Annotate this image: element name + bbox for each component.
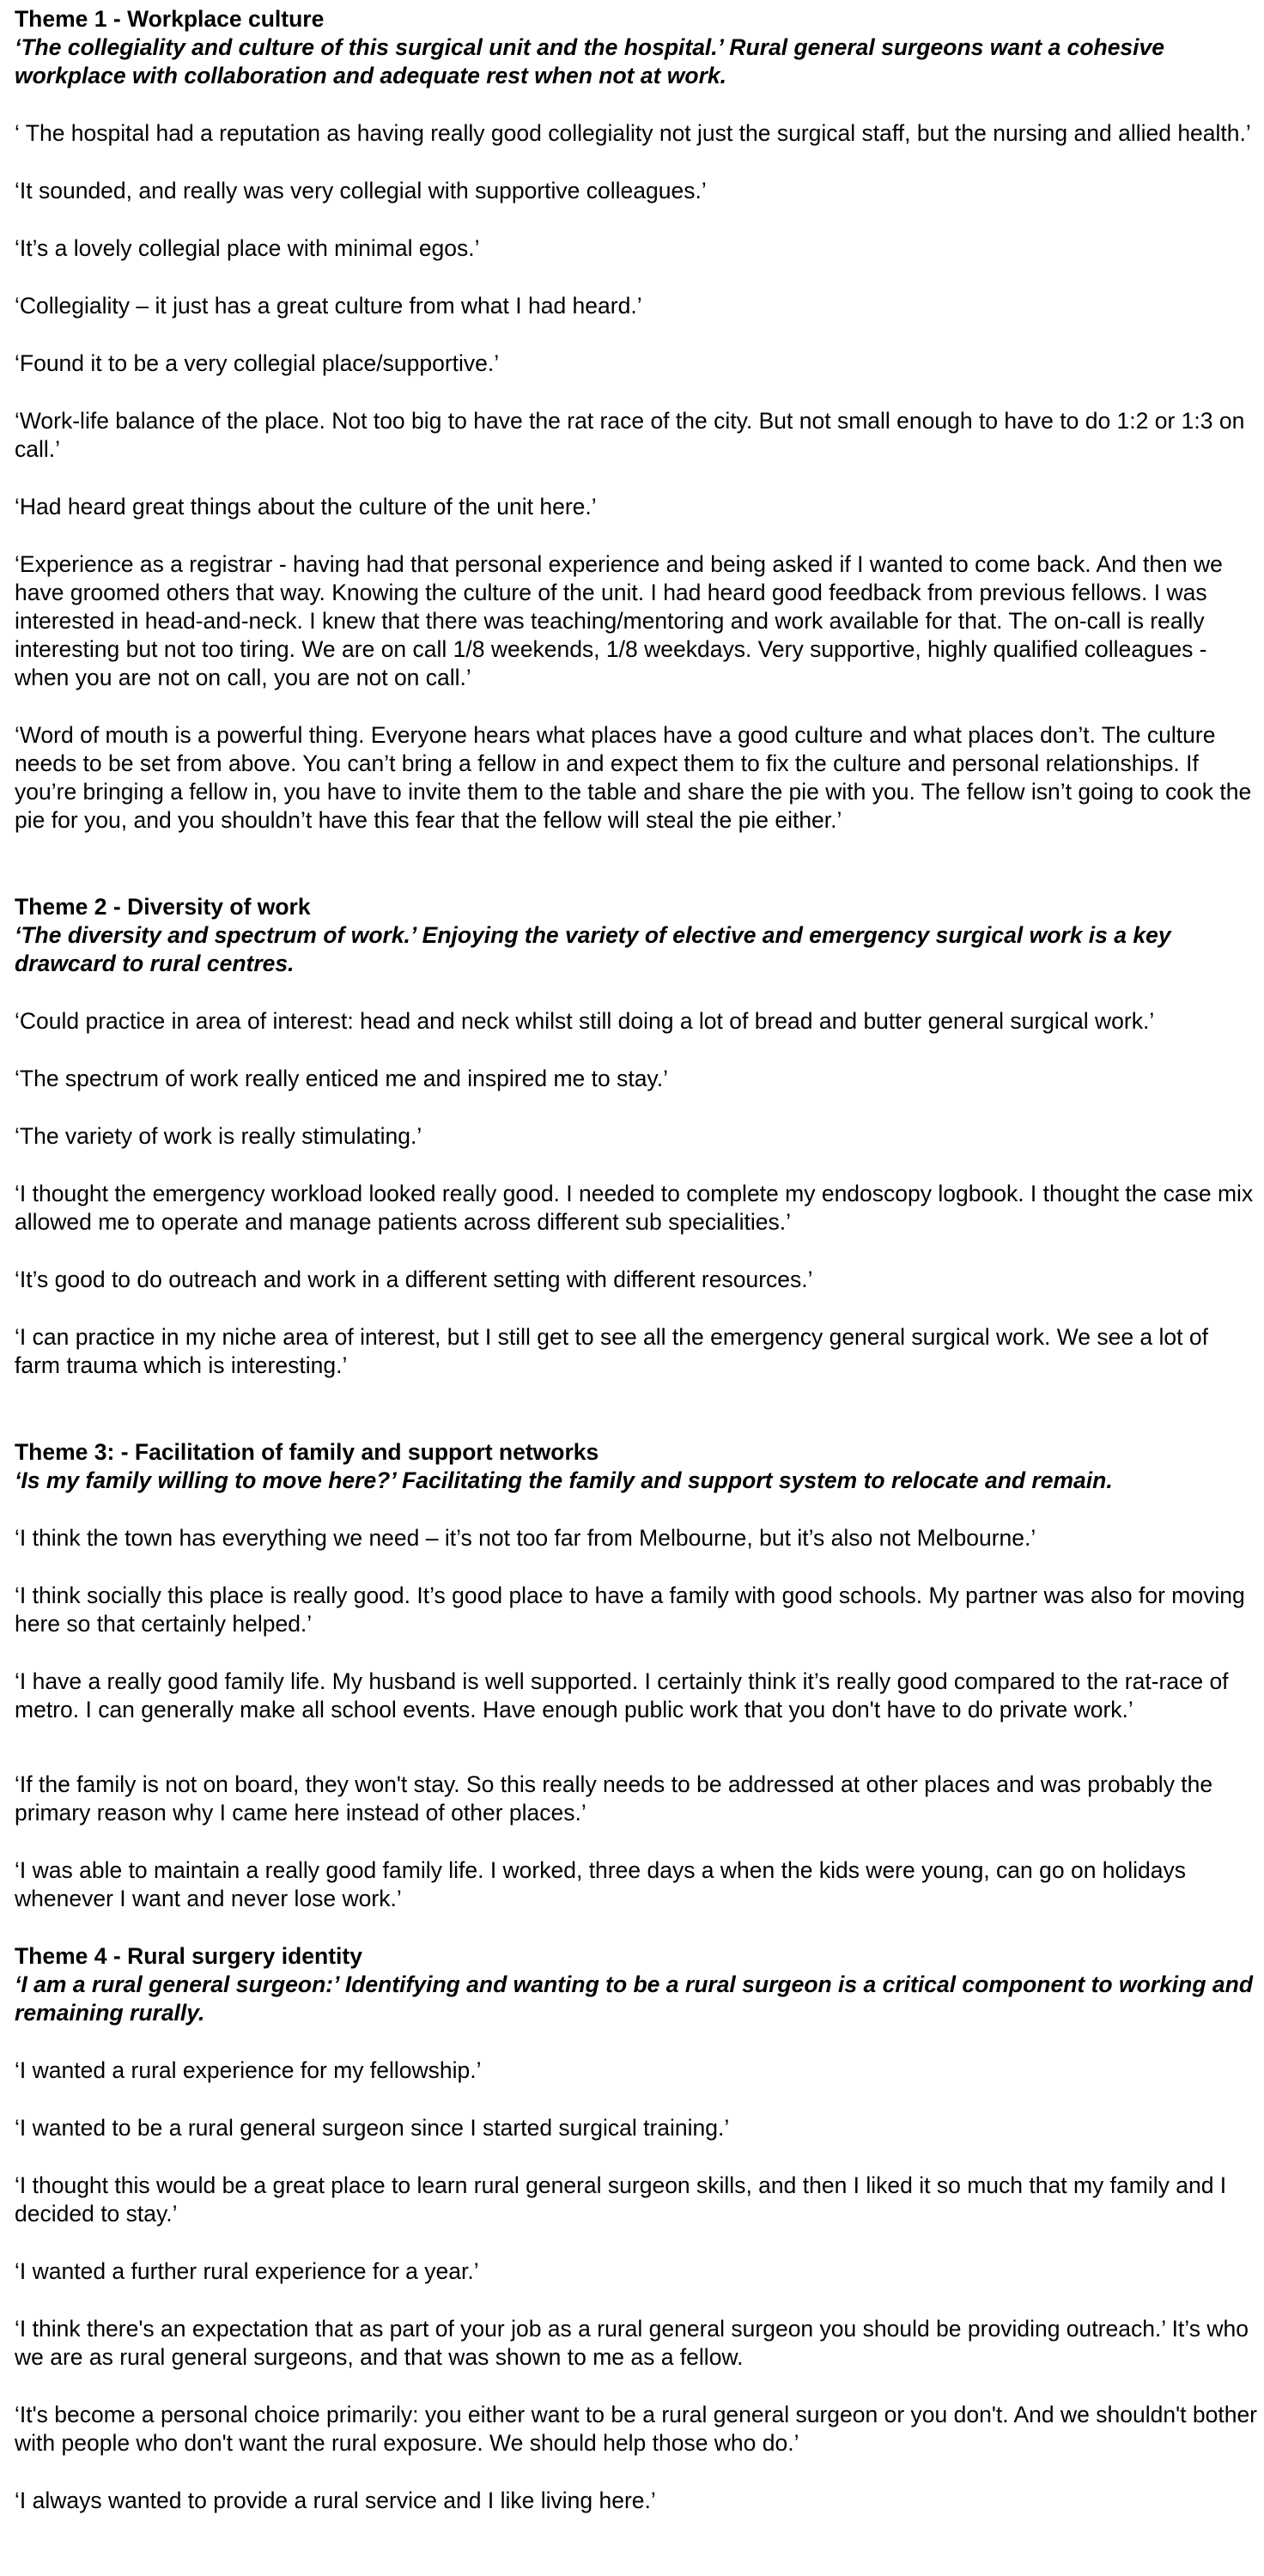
document-page <box>15 5 1260 2544</box>
theme-4-section <box>15 1942 1260 2515</box>
quote: ‘I think socially this place is really good. It’s good place to have a family with good schools. My partner was also for moving here so that certainly helped.’ <box>15 1583 1245 1637</box>
theme-title: Theme 2 - Diversity of work <box>15 894 311 920</box>
quote: ‘Found it to be a very collegial place/supportive.’ <box>15 350 500 376</box>
quote: ‘The spectrum of work really enticed me and inspired me to stay.’ <box>15 1066 668 1091</box>
quote: ‘I wanted to be a rural general surgeon since I started surgical training.’ <box>15 2115 730 2141</box>
quote: ‘It’s good to do outreach and work in a different setting with different resources.’ <box>15 1267 813 1292</box>
theme-3-section <box>15 1438 1260 1913</box>
theme-title: Theme 1 - Workplace culture <box>15 6 325 32</box>
quote: ‘I always wanted to provide a rural service and I like living here.’ <box>15 2488 656 2513</box>
theme-subtitle: ‘The diversity and spectrum of work.’ Enjoying the variety of elective and emergency surgical work is a key drawcard to rural centres. <box>15 922 1171 976</box>
theme-subtitle: ‘The collegiality and culture of this surgical unit and the hospital.’ Rural general surgeons want a cohesive workplace with collaboration and adequate rest when not at work. <box>15 34 1165 88</box>
quote: ‘Work-life balance of the place. Not too big to have the rat race of the city. But not small enough to have to do 1:2 or 1:3 on call.’ <box>15 408 1245 462</box>
quote: ‘Could practice in area of interest: head and neck whilst still doing a lot of bread and butter general surgical work.’ <box>15 1008 1155 1034</box>
theme-2-section <box>15 893 1260 1380</box>
quote: ‘The variety of work is really stimulating.’ <box>15 1123 422 1149</box>
quote: ‘I think there's an expectation that as part of your job as a rural general surgeon you should be providing outreach.’ It’s who we are as rural general surgeons, and that was shown to me as a fellow. <box>15 2316 1249 2370</box>
theme-1-section <box>15 5 1260 835</box>
quote: ‘I was able to maintain a really good family life. I worked, three days a when the kids were young, can go on holidays whenever I want and never lose work.’ <box>15 1857 1187 1911</box>
section-spacer <box>15 864 1260 893</box>
quote: ‘I thought this would be a great place to learn rural general surgeon skills, and then I liked it so much that my family and I decided to stay.’ <box>15 2172 1227 2227</box>
quote: ‘If the family is not on board, they won't stay. So this really needs to be addressed at other places and was probably the primary reason why I came here instead of other places.’ <box>15 1771 1213 1826</box>
quote: ‘ The hospital had a reputation as having really good collegiality not just the surgical staff, but the nursing and allied health.’ <box>15 120 1251 146</box>
quote: ‘Experience as a registrar - having had that personal experience and being asked if I wanted to come back. And then we have groomed others that way. Knowing the culture of the unit. I had heard good feedback from previous fellows. I was interested in head-and-neck. I knew that there was teaching/mentoring and work available for that. The on-call is really interesting but not too tiring. We are on call 1/8 weekends, 1/8 weekdays. Very supportive, highly qualified colleagues - when you are not on call, you are not on call.’ <box>15 551 1223 690</box>
quote: ‘Collegiality – it just has a great culture from what I had heard.’ <box>15 293 642 319</box>
theme-subtitle: ‘I am a rural general surgeon:’ Identifying and wanting to be a rural surgeon is a critical component to working and remaining rurally. <box>15 1971 1254 2026</box>
quote: ‘I think the town has everything we need – it’s not too far from Melbourne, but it’s also not Melbourne.’ <box>15 1525 1036 1551</box>
quote: ‘I thought the emergency workload looked really good. I needed to complete my endoscopy logbook. I thought the case mix allowed me to operate and manage patients across different sub specialities.’ <box>15 1181 1254 1235</box>
quote: ‘I have a really good family life. My husband is well supported. I certainly think it’s really good compared to the rat-race of metro. I can generally make all school events. Have enough public work that you don't have to do private work.’ <box>15 1668 1229 1722</box>
quote: ‘I wanted a further rural experience for a year.’ <box>15 2258 479 2284</box>
quote: ‘I can practice in my niche area of interest, but I still get to see all the emergency general surgical work. We see a lot of farm trauma which is interesting.’ <box>15 1324 1208 1378</box>
section-spacer <box>15 1409 1260 1438</box>
quote: ‘It's become a personal choice primarily: you either want to be a rural general surgeon or you don't. And we shouldn't bother with people who don't want the rural exposure. We should help those who do.’ <box>15 2402 1258 2456</box>
theme-subtitle: ‘Is my family willing to move here?’ Facilitating the family and support system to relocate and remain. <box>15 1467 1113 1493</box>
theme-title: Theme 4 - Rural surgery identity <box>15 1943 362 1969</box>
quote: ‘I wanted a rural experience for my fellowship.’ <box>15 2057 482 2083</box>
paragraph-spacer <box>15 1753 1260 1771</box>
quote: ‘It’s a lovely collegial place with minimal egos.’ <box>15 235 480 261</box>
theme-title: Theme 3: - Facilitation of family and support networks <box>15 1439 599 1465</box>
quote: ‘Had heard great things about the culture of the unit here.’ <box>15 494 597 519</box>
quote: ‘It sounded, and really was very collegial with supportive colleagues.’ <box>15 178 707 204</box>
quote: ‘Word of mouth is a powerful thing. Everyone hears what places have a good culture and what places don’t. The culture needs to be set from above. You can’t bring a fellow in and expect them to fix the culture and personal relationships. If you’re bringing a fellow in, you have to invite them to the table and share the pie with you. The fellow isn’t going to cook the pie for you, and you shouldn’t have this fear that the fellow will steal the pie either.’ <box>15 722 1252 833</box>
